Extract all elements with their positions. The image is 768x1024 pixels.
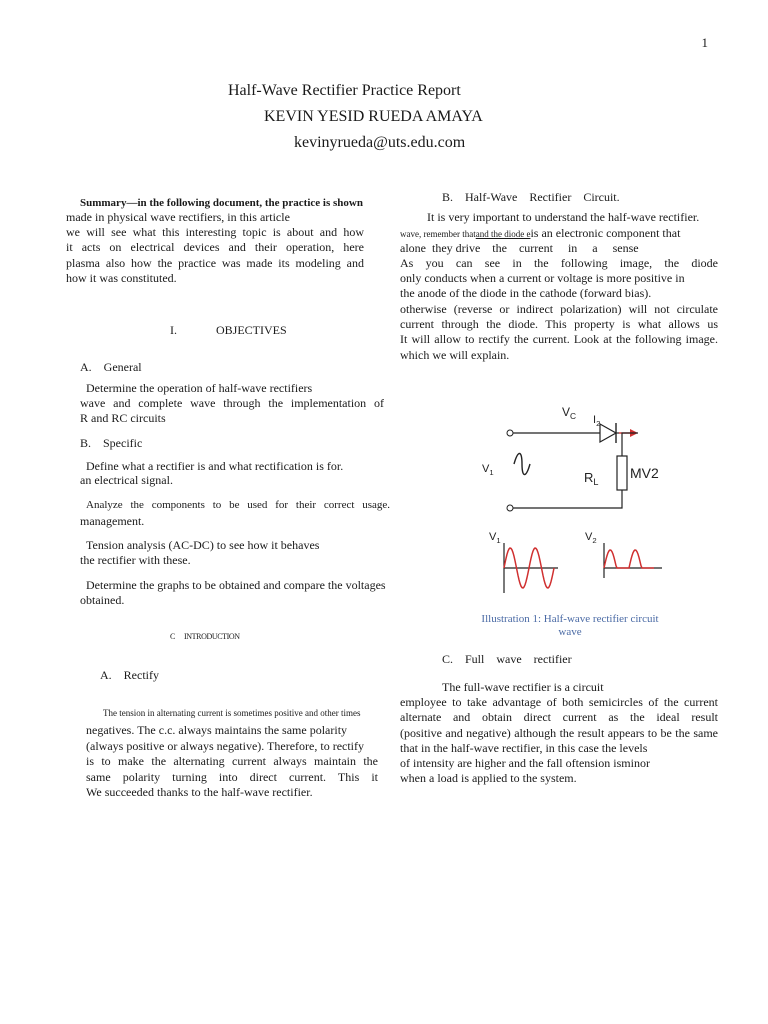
report-title: Half-Wave Rectifier Practice Report (228, 82, 461, 99)
summary-line: how it was constituted. (66, 271, 177, 285)
half-wave-line-small: wave, remember that (400, 229, 476, 239)
full-wave-line: that in the half-wave rectifier, in this case the levels (400, 741, 648, 755)
general-line: wave and complete wave through the implementation of (80, 396, 384, 410)
rectify-line: is to make the alternating current always maintain the (86, 754, 378, 768)
half-wave-line: As you can see in the following image, the diode (400, 256, 718, 270)
half-wave-heading: B. Half-Wave Rectifier Circuit. (442, 190, 620, 204)
specific-heading: B. Specific (80, 436, 143, 450)
input-terminal-top (507, 430, 513, 436)
input-graph-label: $V_1$ (489, 531, 501, 545)
specific-item: Tension analysis (AC-DC) to see how it behaves (86, 538, 320, 552)
half-wave-line: alone they drive the current in a sense (400, 241, 639, 255)
output-half-wave (604, 550, 654, 568)
output-graph-label: $V_2$ (585, 531, 597, 545)
full-wave-heading: C. Full wave rectifier (442, 652, 572, 666)
general-heading: A. General (80, 360, 142, 374)
load-resistor-label: $R_L$ (584, 470, 599, 487)
specific-item: obtained. (80, 593, 125, 607)
rectify-line: We succeeded thanks to the half-wave rectifier. (86, 785, 313, 799)
specific-item: Analyze the components to be used for their correct usage. (86, 499, 390, 511)
input-terminal-bottom (507, 505, 513, 511)
specific-item: Define what a rectifier is and what rectification is for. (86, 459, 344, 473)
general-line: R and RC circuits (80, 411, 166, 425)
figure-caption: Illustration 1: Half-wave rectifier circuit wave (481, 613, 659, 638)
summary-line: plasma also how the practice was made its modeling and (66, 256, 364, 270)
summary-line: made in physical wave rectifiers, in this article (66, 210, 290, 224)
half-wave-line: only conducts when a current or voltage is more positive in (400, 271, 685, 285)
introduction-heading: INTRODUCTION (184, 632, 240, 641)
full-wave-line: of intensity are higher and the fall oftension isminor (400, 756, 650, 770)
objectives-heading: OBJECTIVES (216, 323, 287, 337)
current-label: $I_2$ (593, 414, 601, 428)
introduction-number: C (170, 632, 175, 641)
half-wave-line: which we will explain. (400, 348, 510, 362)
objectives-number: I. (170, 323, 177, 337)
diode-symbol (600, 424, 616, 442)
half-wave-line: otherwise (reverse or indirect polarization) will not circulate (400, 302, 718, 316)
specific-item: an electrical signal. (80, 473, 173, 487)
specific-item: the rectifier with these. (80, 553, 191, 567)
author-email: kevinyrueda@uts.edu.com (294, 134, 466, 151)
rectify-line: negatives. The c.c. always maintains the same polarity (86, 723, 348, 737)
half-wave-line-rest: is an electronic component that (530, 226, 681, 240)
summary-line: we will see what this interesting topic is about and how (66, 225, 364, 239)
full-wave-line: The full-wave rectifier is a circuit (442, 680, 604, 694)
resistor-symbol (617, 456, 627, 490)
summary-line: it acts on electrical devices and their operation, here (66, 240, 364, 254)
diode-label: $V_C$ (562, 405, 577, 421)
specific-item: Determine the graphs to be obtained and compare the voltages (86, 578, 386, 592)
rectifier-circuit-diagram (480, 398, 700, 598)
half-wave-line: It will allow to rectify the current. Look at the following image. (400, 332, 718, 346)
full-wave-line: when a load is applied to the system. (400, 771, 577, 785)
half-wave-line: It is very important to understand the half-wave rectifier. (427, 210, 700, 224)
ac-source-sine (514, 454, 530, 475)
half-wave-line-underlined: and the diode e (475, 229, 531, 239)
source-voltage-label: $V_1$ (482, 463, 494, 477)
specific-item: management. (80, 514, 145, 528)
full-wave-line: employee to take advantage of both semicircles of the current (400, 695, 718, 709)
half-wave-line: current through the diode. This property is what allows us (400, 317, 718, 331)
bottom-wire (513, 490, 622, 508)
full-wave-line: (positive and negative) although the result appears to be the same (400, 726, 718, 740)
author-name: KEVIN YESID RUEDA AMAYA (264, 108, 483, 125)
page-number: 1 (701, 35, 708, 50)
general-line: Determine the operation of half-wave rectifiers (86, 381, 313, 395)
measurement-label: MV2 (630, 465, 659, 481)
summary-lead: Summary—in the following document, the practice is shown (80, 197, 363, 209)
rectify-line: same polarity turning into direct current. This it (86, 770, 378, 784)
rectify-heading: A. Rectify (100, 668, 159, 682)
half-wave-line: the anode of the diode in the cathode (forward bias). (400, 286, 652, 300)
rectify-small-line: The tension in alternating current is sometimes positive and other times (103, 708, 361, 718)
rectify-line: (always positive or always negative). Therefore, to rectify (86, 739, 365, 753)
full-wave-line: alternate and obtain direct current as the ideal result (400, 710, 718, 724)
